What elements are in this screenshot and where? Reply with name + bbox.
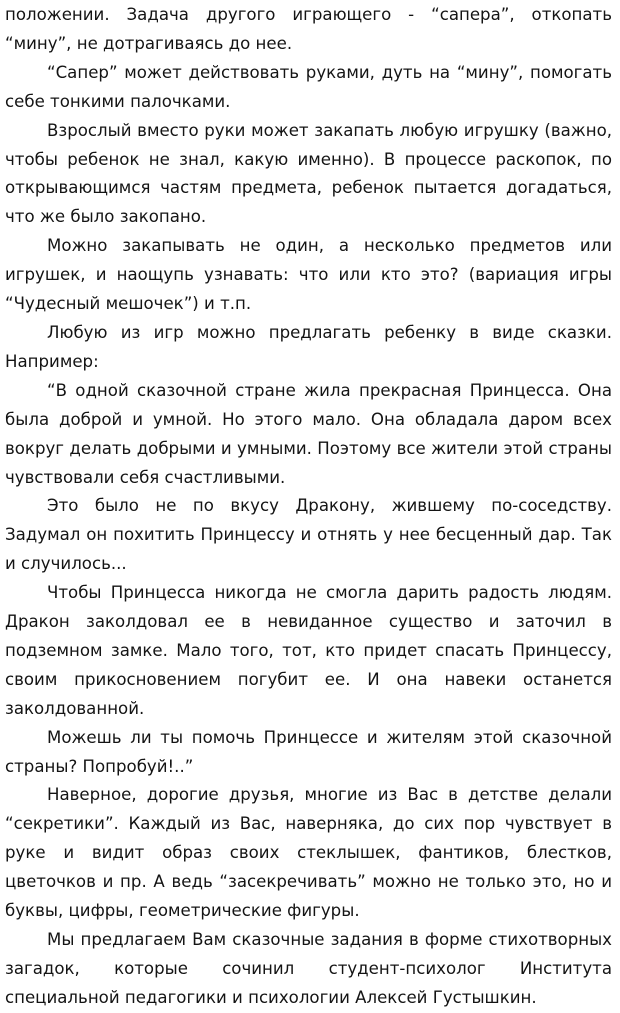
- paragraph-several-objects: Можно закапывать не один, а несколько предметов или игрушек, и наощупь узнавать: что или кто это? (вариация игры “Чудесный мешочек”) и т.п.: [5, 236, 612, 314]
- paragraph-enchanted: Чтобы Принцесса никогда не смогла дарить радость людям. Дракон заколдовал ее в невиданное существо и заточил в подземном замке. Мало того, тот, кто придет спасать Принцессу, своим прикосновением погубит ее. И она навеки останется заколдованной.: [5, 583, 612, 718]
- paragraph-princess: “В одной сказочной стране жила прекрасная Принцесса. Она была доброй и умной. Но этого мало. Она обладала даром всех вокруг делать добрыми и умными. Поэтому все жители этой страны чувствовали себя счастливыми.: [5, 380, 612, 487]
- paragraph-dragon: Это было не по вкусу Дракону, жившему по-соседству. Задумал он похитить Принцессу и отнять у нее бесценный дар. Так и случилось...: [5, 496, 612, 574]
- paragraph-fairy-tale-intro: Любую из игр можно предлагать ребенку в виде сказки. Например:: [5, 322, 612, 371]
- paragraph-riddles: Мы предлагаем Вам сказочные задания в форме стихотворных загадок, которые сочинил студент-психолог Института специальной педагогики и психологии Алексей Густышкин.: [5, 930, 612, 1007]
- paragraph-continuation: положении. Задача другого играющего - “сапера”, откопать “мину”, не дотрагиваясь до нее.: [5, 5, 612, 53]
- paragraph-can-you-help: Можешь ли ты помочь Принцессе и жителям этой сказочной страны? Попробуй!..”: [5, 727, 612, 776]
- paragraph-adult-buries-toy: Взрослый вместо руки может закапать любую игрушку (важно, чтобы ребенок не знал, какую именно). В процессе раскопок, по открывающимся частям предмета, ребенок пытается догадаться, что же было закопано.: [5, 120, 612, 227]
- paragraph-secrets: Наверное, дорогие друзья, многие из Вас в детстве делали “секретики”. Каждый из Вас, наверняка, до сих пор чувствует в руке и видит образ своих стеклышек, фантиков, блестков, цветочков и пр. А ведь “засекречивать” можно не только это, но и буквы, цифры, геометрические фигуры.: [5, 785, 612, 921]
- paragraph-sapper: “Сапер” может действовать руками, дуть на “мину”, помогать себе тонкими палочками.: [5, 62, 612, 111]
